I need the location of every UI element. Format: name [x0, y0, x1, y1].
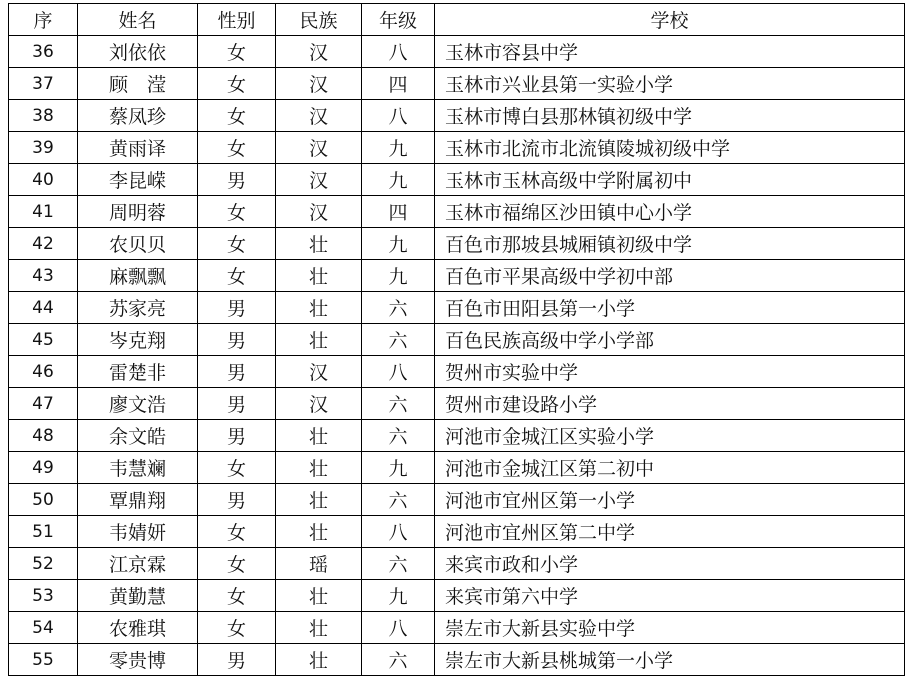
cell-grade: 六 [362, 548, 435, 580]
cell-name: 零贵博 [78, 644, 198, 676]
cell-grade: 六 [362, 388, 435, 420]
cell-ethnicity: 壮 [276, 516, 362, 548]
cell-grade: 八 [362, 100, 435, 132]
cell-seq: 47 [9, 388, 78, 420]
cell-name: 苏家亮 [78, 292, 198, 324]
cell-grade: 六 [362, 644, 435, 676]
cell-ethnicity: 壮 [276, 292, 362, 324]
cell-gender: 女 [198, 36, 276, 68]
cell-grade: 四 [362, 196, 435, 228]
cell-school: 河池市宜州区第二中学 [435, 516, 905, 548]
cell-gender: 男 [198, 420, 276, 452]
cell-name: 韦慧斓 [78, 452, 198, 484]
cell-gender: 女 [198, 132, 276, 164]
cell-grade: 八 [362, 36, 435, 68]
cell-ethnicity: 汉 [276, 132, 362, 164]
table-row [9, 164, 905, 196]
table-row [9, 548, 905, 580]
cell-ethnicity: 汉 [276, 36, 362, 68]
table-row [9, 420, 905, 452]
cell-seq: 45 [9, 324, 78, 356]
cell-gender: 女 [198, 452, 276, 484]
cell-gender: 女 [198, 228, 276, 260]
cell-seq: 40 [9, 164, 78, 196]
table-row [9, 100, 905, 132]
cell-name: 农雅琪 [78, 612, 198, 644]
cell-ethnicity: 汉 [276, 68, 362, 100]
table-row [9, 36, 905, 68]
cell-school: 百色民族高级中学小学部 [435, 324, 905, 356]
cell-grade: 六 [362, 324, 435, 356]
cell-ethnicity: 汉 [276, 356, 362, 388]
cell-grade: 九 [362, 452, 435, 484]
cell-gender: 男 [198, 324, 276, 356]
table-row [9, 516, 905, 548]
cell-gender: 男 [198, 292, 276, 324]
cell-seq: 49 [9, 452, 78, 484]
cell-name: 农贝贝 [78, 228, 198, 260]
cell-grade: 九 [362, 228, 435, 260]
table-row [9, 68, 905, 100]
cell-grade: 九 [362, 580, 435, 612]
cell-gender: 女 [198, 100, 276, 132]
table-row [9, 612, 905, 644]
header-seq: 序 [9, 4, 78, 36]
cell-ethnicity: 壮 [276, 484, 362, 516]
cell-ethnicity: 壮 [276, 324, 362, 356]
cell-ethnicity: 汉 [276, 100, 362, 132]
header-name: 姓名 [78, 4, 198, 36]
table-row [9, 644, 905, 676]
cell-gender: 女 [198, 68, 276, 100]
cell-school: 玉林市玉林高级中学附属初中 [435, 164, 905, 196]
cell-name: 廖文浩 [78, 388, 198, 420]
cell-grade: 九 [362, 260, 435, 292]
cell-name: 李昆嵘 [78, 164, 198, 196]
cell-ethnicity: 壮 [276, 452, 362, 484]
table-row [9, 196, 905, 228]
cell-name: 周明蓉 [78, 196, 198, 228]
table-header-row [9, 4, 905, 36]
cell-gender: 女 [198, 196, 276, 228]
cell-ethnicity: 汉 [276, 196, 362, 228]
cell-gender: 女 [198, 516, 276, 548]
cell-name: 刘依依 [78, 36, 198, 68]
table-row [9, 580, 905, 612]
table-row [9, 484, 905, 516]
cell-seq: 51 [9, 516, 78, 548]
cell-name: 雷楚非 [78, 356, 198, 388]
cell-grade: 八 [362, 612, 435, 644]
cell-name: 覃鼎翔 [78, 484, 198, 516]
cell-grade: 八 [362, 356, 435, 388]
cell-school: 崇左市大新县桃城第一小学 [435, 644, 905, 676]
cell-school: 贺州市实验中学 [435, 356, 905, 388]
cell-school: 百色市那坡县城厢镇初级中学 [435, 228, 905, 260]
cell-seq: 43 [9, 260, 78, 292]
cell-ethnicity: 汉 [276, 388, 362, 420]
cell-gender: 女 [198, 580, 276, 612]
table-row [9, 260, 905, 292]
table-row [9, 292, 905, 324]
cell-ethnicity: 壮 [276, 580, 362, 612]
cell-seq: 36 [9, 36, 78, 68]
cell-gender: 男 [198, 484, 276, 516]
student-roster-table [8, 3, 905, 676]
cell-school: 河池市宜州区第一小学 [435, 484, 905, 516]
cell-ethnicity: 瑶 [276, 548, 362, 580]
cell-seq: 55 [9, 644, 78, 676]
cell-school: 河池市金城江区第二初中 [435, 452, 905, 484]
header-grade: 年级 [362, 4, 435, 36]
table-row [9, 324, 905, 356]
cell-seq: 42 [9, 228, 78, 260]
cell-school: 玉林市兴业县第一实验小学 [435, 68, 905, 100]
table-row [9, 228, 905, 260]
table-row [9, 388, 905, 420]
cell-grade: 六 [362, 484, 435, 516]
cell-name: 江京霖 [78, 548, 198, 580]
cell-grade: 六 [362, 292, 435, 324]
cell-ethnicity: 壮 [276, 644, 362, 676]
cell-school: 玉林市容县中学 [435, 36, 905, 68]
cell-school: 崇左市大新县实验中学 [435, 612, 905, 644]
cell-seq: 53 [9, 580, 78, 612]
table-body [9, 36, 905, 676]
cell-school: 贺州市建设路小学 [435, 388, 905, 420]
cell-name: 蔡凤珍 [78, 100, 198, 132]
table-row [9, 452, 905, 484]
cell-seq: 48 [9, 420, 78, 452]
cell-seq: 37 [9, 68, 78, 100]
cell-name: 顾 滢 [78, 68, 198, 100]
cell-gender: 女 [198, 612, 276, 644]
cell-gender: 女 [198, 260, 276, 292]
cell-gender: 女 [198, 548, 276, 580]
cell-seq: 44 [9, 292, 78, 324]
cell-grade: 九 [362, 164, 435, 196]
cell-seq: 38 [9, 100, 78, 132]
cell-gender: 男 [198, 356, 276, 388]
cell-grade: 九 [362, 132, 435, 164]
cell-ethnicity: 壮 [276, 260, 362, 292]
cell-seq: 54 [9, 612, 78, 644]
header-gender: 性别 [198, 4, 276, 36]
cell-school: 百色市田阳县第一小学 [435, 292, 905, 324]
cell-grade: 六 [362, 420, 435, 452]
cell-name: 岑克翔 [78, 324, 198, 356]
cell-seq: 46 [9, 356, 78, 388]
cell-gender: 男 [198, 644, 276, 676]
cell-name: 麻飘飘 [78, 260, 198, 292]
roster-sheet [8, 3, 905, 676]
cell-seq: 41 [9, 196, 78, 228]
table-row [9, 356, 905, 388]
header-ethnicity: 民族 [276, 4, 362, 36]
cell-school: 来宾市政和小学 [435, 548, 905, 580]
cell-grade: 八 [362, 516, 435, 548]
cell-school: 玉林市福绵区沙田镇中心小学 [435, 196, 905, 228]
header-school: 学校 [435, 4, 905, 36]
cell-gender: 男 [198, 164, 276, 196]
cell-seq: 50 [9, 484, 78, 516]
cell-school: 玉林市博白县那林镇初级中学 [435, 100, 905, 132]
cell-name: 韦婧妍 [78, 516, 198, 548]
cell-ethnicity: 壮 [276, 612, 362, 644]
cell-ethnicity: 壮 [276, 228, 362, 260]
cell-school: 玉林市北流市北流镇陵城初级中学 [435, 132, 905, 164]
cell-seq: 39 [9, 132, 78, 164]
cell-seq: 52 [9, 548, 78, 580]
cell-name: 余文皓 [78, 420, 198, 452]
cell-school: 来宾市第六中学 [435, 580, 905, 612]
cell-ethnicity: 汉 [276, 164, 362, 196]
cell-school: 河池市金城江区实验小学 [435, 420, 905, 452]
cell-school: 百色市平果高级中学初中部 [435, 260, 905, 292]
cell-gender: 男 [198, 388, 276, 420]
table-row [9, 132, 905, 164]
cell-ethnicity: 壮 [276, 420, 362, 452]
cell-name: 黄勤慧 [78, 580, 198, 612]
cell-grade: 四 [362, 68, 435, 100]
cell-name: 黄雨译 [78, 132, 198, 164]
